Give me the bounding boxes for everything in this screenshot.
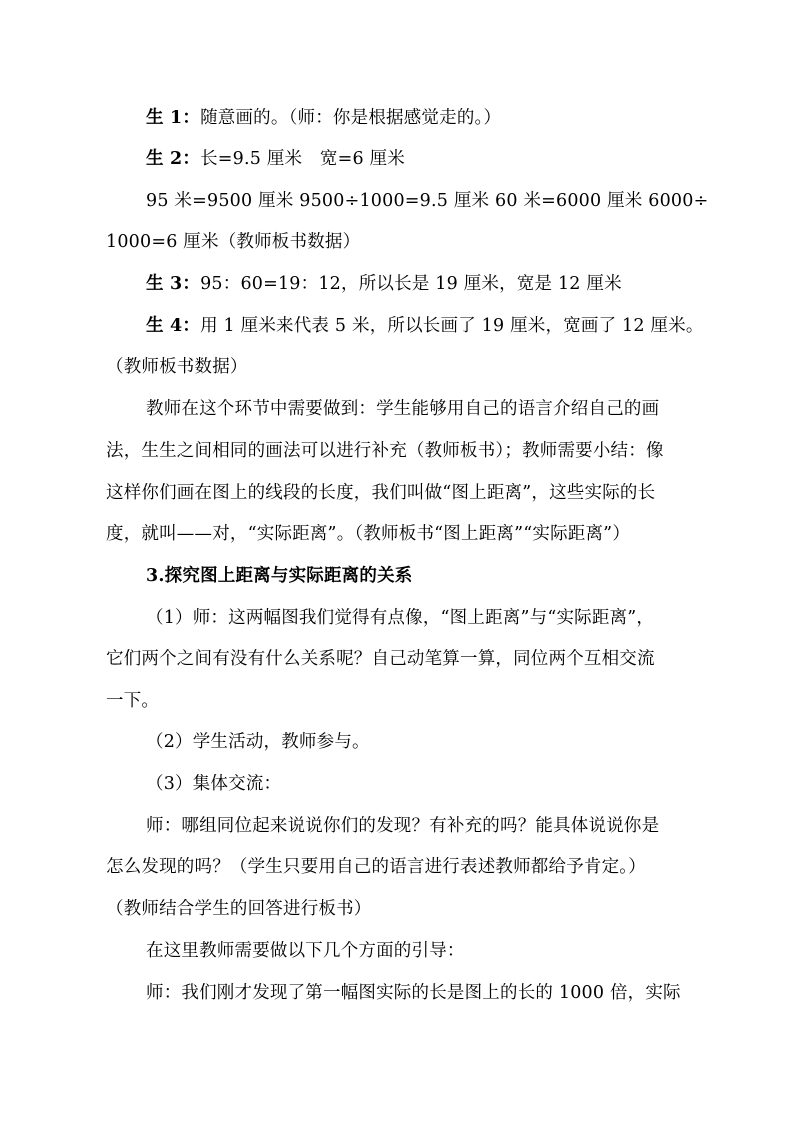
text-line (146, 731, 370, 753)
text-line (146, 940, 465, 962)
line-text: 教师在这个环节中需要做到：学生能够用自己的语言介绍自己的画 (146, 399, 660, 419)
line-text: （教师结合学生的回答进行板书） (106, 899, 372, 919)
text-line (106, 440, 664, 462)
text-line (146, 315, 704, 337)
line-text: （教师板书数据） (106, 357, 248, 377)
text-line (146, 273, 622, 295)
text-line (146, 607, 654, 629)
line-text: 随意画的。（师：你是根据感觉走的。） (200, 108, 502, 128)
line-text: 法，生生之间相同的画法可以进行补充（教师板书）；教师需要小结：像 (106, 441, 664, 461)
line-text: 95 米=9500 厘米 9500÷1000=9.5 厘米 60 米=6000 厘米 6000÷ (146, 191, 709, 211)
text-line (106, 482, 655, 504)
text-line (106, 523, 630, 545)
line-text: 长=9.5 厘米 宽=6 厘米 (200, 149, 405, 169)
student-label: 生 2： (146, 149, 201, 169)
text-line (146, 773, 281, 795)
text-line (146, 982, 681, 1004)
student-label: 生 1： (146, 108, 201, 128)
line-text: 1000=6 厘米（教师板书数据） (106, 232, 361, 252)
line-text: （3）集体交流： (146, 774, 282, 794)
student-label: 生 4： (146, 316, 201, 336)
text-line (146, 815, 659, 837)
text-line (106, 690, 159, 712)
text-line (146, 398, 659, 420)
line-text: 95：60=19：12，所以长是 19 厘米，宽是 12 厘米 (200, 274, 622, 294)
section-heading (146, 565, 412, 587)
line-text: 师：哪组同位起来说说你们的发现？有补充的吗？能具体说说你是 (146, 816, 660, 836)
text-line (146, 107, 501, 129)
student-label: 生 3： (146, 274, 201, 294)
line-text: 在这里教师需要做以下几个方面的引导： (146, 941, 465, 961)
line-text: 师：我们刚才发现了第一幅图实际的长是图上的长的 1000 倍，实际 (146, 983, 681, 1003)
line-text: 3.探究图上距离与实际距离的关系 (146, 566, 413, 586)
text-line (106, 898, 372, 920)
line-text: 一下。 (106, 691, 160, 711)
text-line (146, 148, 405, 170)
line-text: （2）学生活动，教师参与。 (146, 732, 370, 752)
line-text: 怎么发现的吗？（学生只要用自己的语言进行表述教师都给予肯定。） (106, 857, 646, 877)
text-line (106, 856, 646, 878)
line-text: （1）师：这两幅图我们觉得有点像，“图上距离”与“实际距离”， (146, 608, 655, 628)
line-text: 度，就叫——对，“实际距离”。（教师板书“图上距离”“实际距离”） (106, 524, 631, 544)
text-line (106, 231, 360, 253)
text-line (106, 648, 655, 670)
line-text: 用 1 厘米来代表 5 米，所以长画了 19 厘米，宽画了 12 厘米。 (200, 316, 704, 336)
line-text: 这样你们画在图上的线段的长度，我们叫做“图上距离”，这些实际的长 (106, 483, 656, 503)
text-line (146, 190, 708, 212)
text-line (106, 356, 248, 378)
line-text: 它们两个之间有没有什么关系呢？自己动笔算一算，同位两个互相交流 (106, 649, 655, 669)
